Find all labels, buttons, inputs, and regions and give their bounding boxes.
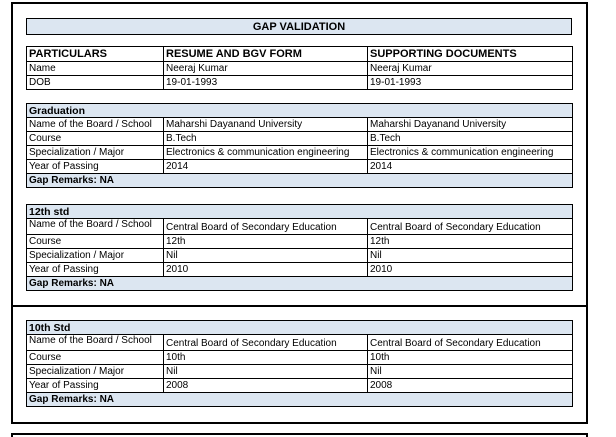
row-label: Name of the Board / School [27,219,164,235]
table-row [27,235,573,249]
row-label: Name of the Board / School [27,118,164,132]
resume-value: 2010 [164,263,368,277]
tenth-table [26,320,573,407]
document-value: Nil [368,365,573,379]
table-row [27,351,573,365]
gap-remarks-10th: Gap Remarks: NA [27,393,573,407]
resume-value: 19-01-1993 [164,76,368,90]
table-row [27,379,573,393]
graduation-table [26,103,573,188]
resume-value: 2014 [164,160,368,174]
row-label: Year of Passing [27,160,164,174]
header-particulars: PARTICULARS [27,47,164,62]
table-row [27,249,573,263]
row-label: Name [27,62,164,76]
row-label: Year of Passing [27,263,164,277]
resume-value: Nil [164,249,368,263]
twelfth-table [26,204,573,291]
table-row [27,62,573,76]
section-title-10th: 10th Std [27,321,573,335]
document-value: 10th [368,351,573,365]
row-label: Course [27,235,164,249]
row-label: Year of Passing [27,379,164,393]
table-row [27,132,573,146]
document-value: B.Tech [368,132,573,146]
row-label: Course [27,351,164,365]
table-row [27,76,573,90]
document-value: Maharshi Dayanand University [368,118,573,132]
document-value: 2010 [368,263,573,277]
section-title-graduation: Graduation [27,104,573,118]
resume-value: Central Board of Secondary Education [164,335,368,351]
document-value: Central Board of Secondary Education [368,219,573,235]
document-value: 19-01-1993 [368,76,573,90]
resume-value: Nil [164,365,368,379]
title-table [26,18,572,35]
table-row [27,365,573,379]
table-row [27,219,573,235]
resume-value: 10th [164,351,368,365]
table-row [27,160,573,174]
header-row [27,47,573,62]
gap-remarks-graduation: Gap Remarks: NA [27,174,573,188]
resume-value: Maharshi Dayanand University [164,118,368,132]
resume-value: B.Tech [164,132,368,146]
row-label: Specialization / Major [27,146,164,160]
document-value: 12th [368,235,573,249]
table-row [27,263,573,277]
document-value: Nil [368,249,573,263]
document-value: Neeraj Kumar [368,62,573,76]
document-value: 2014 [368,160,573,174]
section-title-12th: 12th std [27,205,573,219]
resume-value: 2008 [164,379,368,393]
resume-value: 12th [164,235,368,249]
page-title: GAP VALIDATION [27,19,572,35]
row-label: Course [27,132,164,146]
table-row [27,118,573,132]
document-value: Central Board of Secondary Education [368,335,573,351]
document-value: 2008 [368,379,573,393]
resume-value: Electronics & communication engineering [164,146,368,160]
page-frame-bottom [11,433,588,437]
table-row [27,335,573,351]
row-label: Specialization / Major [27,365,164,379]
gap-remarks-12th: Gap Remarks: NA [27,277,573,291]
header-resume: RESUME AND BGV FORM [164,47,368,62]
table-row [27,146,573,160]
resume-value: Central Board of Secondary Education [164,219,368,235]
personal-table [26,46,573,90]
header-documents: SUPPORTING DOCUMENTS [368,47,573,62]
row-label: DOB [27,76,164,90]
document-value: Electronics & communication engineering [368,146,573,160]
row-label: Specialization / Major [27,249,164,263]
resume-value: Neeraj Kumar [164,62,368,76]
row-label: Name of the Board / School [27,335,164,351]
